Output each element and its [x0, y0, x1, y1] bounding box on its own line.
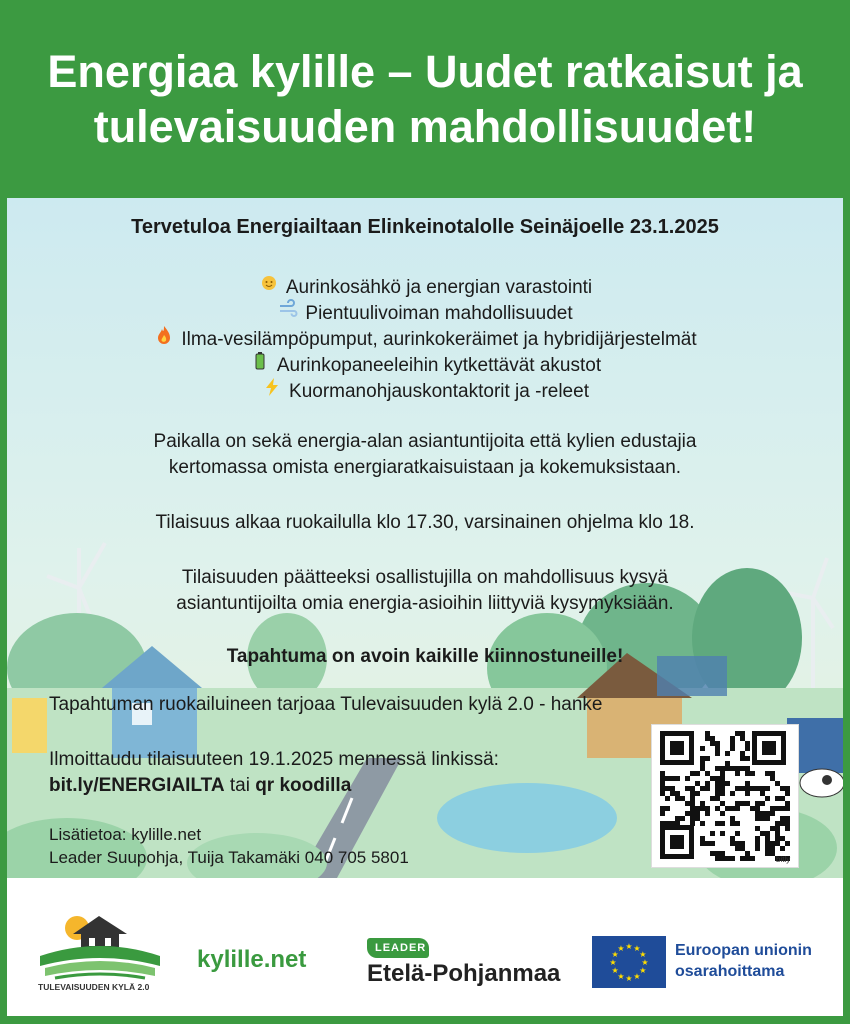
feature-item	[7, 325, 843, 351]
feature-label: Aurinkopaneeleihin kytkettävät akustot	[276, 355, 602, 376]
feature-label: Pientuulivoiman mahdollisuudet	[305, 303, 573, 324]
qr-code[interactable]	[651, 724, 799, 868]
wind-icon	[277, 299, 299, 325]
registration-link[interactable]: bit.ly/ENERGIAILTA	[49, 775, 225, 796]
info-line: Lisätietoa: kylille.net	[49, 825, 202, 844]
page-title	[47, 44, 802, 154]
svg-text:★: ★	[639, 950, 647, 959]
qr-code-pattern	[652, 725, 798, 867]
paragraph-experts-2: kertomassa omista energiaratkaisuistaan ja kokemuksistaan.	[168, 457, 682, 478]
svg-text:★: ★	[611, 966, 619, 975]
eu-funding-text	[675, 940, 812, 982]
kylille-logo-text: kylille.net	[197, 946, 307, 973]
feature-label: Ilma-vesilämpöpumput, aurinkokeräimet ja hybridijärjestelmät	[181, 329, 697, 350]
svg-text:★: ★	[641, 958, 649, 967]
poster-content	[7, 198, 843, 878]
eu-text-line-1: Euroopan unionin	[675, 942, 812, 959]
feature-item	[7, 273, 843, 299]
leader-tag: LEADER	[367, 938, 429, 958]
registration-options	[49, 775, 649, 797]
tulevaisuuden-kyla-label: TULEVAISUUDEN KYLÄ 2.0	[38, 982, 150, 992]
svg-text:★: ★	[611, 950, 619, 959]
feature-label: Kuormanohjauskontaktorit ja -releet	[289, 381, 589, 402]
title-line-2: tulevaisuuden mahdollisuudet!	[93, 101, 757, 152]
svg-text:★: ★	[639, 966, 647, 975]
paragraph-schedule: Tilaisuus alkaa ruokailulla klo 17.30, varsinainen ohjelma klo 18.	[155, 512, 695, 533]
svg-text:★: ★	[633, 971, 641, 981]
header-banner	[0, 0, 850, 198]
open-to-all-notice: Tapahtuma on avoin kaikille kiinnostuneille!	[226, 646, 624, 667]
svg-text:★: ★	[609, 958, 617, 967]
paragraph-experts-1: Paikalla on sekä energia-alan asiantuntijoita että kylien edustajia	[153, 431, 697, 452]
battery-icon	[249, 351, 271, 377]
event-poster	[7, 198, 843, 878]
title-line-1: Energiaa kylille – Uudet ratkaisut ja	[47, 46, 803, 97]
eu-text-line-2: osarahoittama	[675, 963, 785, 980]
svg-text:★: ★	[617, 971, 625, 981]
fire-icon	[153, 325, 175, 351]
feature-item	[7, 351, 843, 377]
catering-notice: Tapahtuman ruokailuineen tarjoaa Tulevaisuuden kylä 2.0 - hanke	[49, 694, 603, 715]
svg-text:★: ★	[625, 942, 633, 951]
feature-item	[7, 377, 843, 403]
contact-line: Leader Suupohja, Tuija Takamäki 040 705 5801	[49, 848, 409, 867]
footer-logos	[7, 878, 843, 1016]
svg-text:★: ★	[633, 944, 641, 954]
registration-or: tai	[224, 775, 256, 796]
feature-label: Aurinkosähkö ja energian varastointi	[285, 277, 593, 298]
intro-heading: Tervetuloa Energiailtaan Elinkeinotalolle Seinäjoelle 23.1.2025	[131, 216, 719, 238]
registration-text: Ilmoittaudu tilaisuuteen 19.1.2025 mennessä linkissä:	[49, 749, 499, 770]
paragraph-questions-2: asiantuntijoilta omia energia-asioihin liittyviä kysymyksiään.	[176, 593, 674, 614]
paragraph-questions-1: Tilaisuuden päätteeksi osallistujilla on mahdollisuus kysyä	[181, 567, 669, 588]
svg-text:★: ★	[617, 944, 625, 954]
eu-flag-icon	[592, 936, 666, 988]
registration-qr-label: qr koodilla	[255, 775, 352, 796]
feature-item	[7, 299, 843, 325]
sun-icon	[258, 273, 280, 299]
etela-pohjanmaa-text: Etelä-Pohjanmaa	[367, 960, 561, 987]
qr-brand: bitly	[776, 855, 791, 864]
svg-text:★: ★	[625, 974, 633, 983]
lightning-icon	[261, 377, 283, 403]
